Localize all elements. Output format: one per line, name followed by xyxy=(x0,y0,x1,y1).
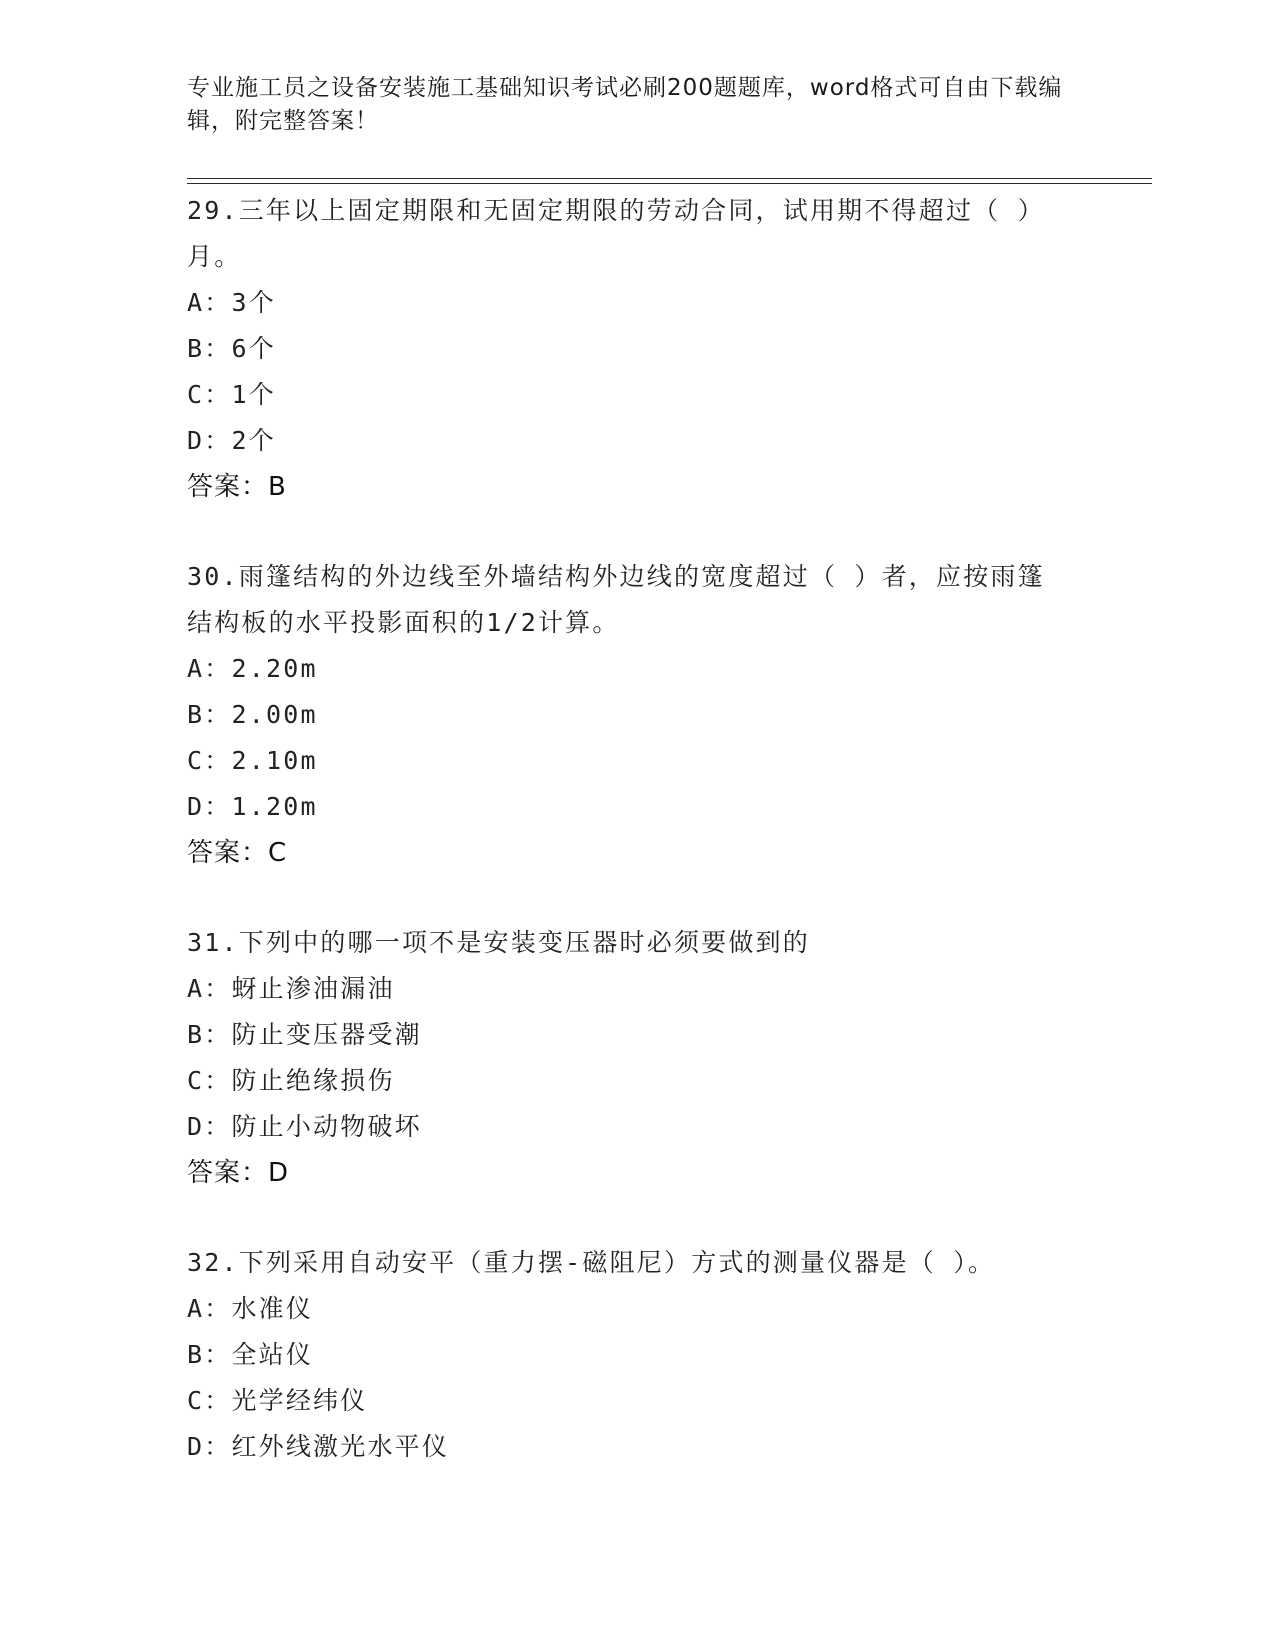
option-b: B：防止变压器受潮 xyxy=(187,1020,422,1049)
question-stem: 30.雨篷结构的外边线至外墙结构外边线的宽度超过（ ）者，应按雨篷结构板的水平投影面积的1/2计算。 xyxy=(187,562,1045,637)
question-30 xyxy=(187,554,1067,876)
header-divider-bottom xyxy=(187,183,1152,184)
option-c: C：1个 xyxy=(187,380,276,409)
option-b: B：6个 xyxy=(187,334,276,363)
option-c: C：2.10m xyxy=(187,746,318,775)
option-d: D：1.20m xyxy=(187,792,318,821)
option-a: A：2.20m xyxy=(187,654,318,683)
question-32 xyxy=(187,1240,1067,1470)
question-31 xyxy=(187,920,1067,1196)
question-stem: 31.下列中的哪一项不是安装变压器时必须要做到的 xyxy=(187,928,810,957)
option-d: D：2个 xyxy=(187,426,276,455)
question-stem: 29.三年以上固定期限和无固定期限的劳动合同，试用期不得超过（ ）月。 xyxy=(187,196,1045,271)
question-29 xyxy=(187,188,1067,510)
document-header: 专业施工员之设备安装施工基础知识考试必刷200题题库，word格式可自由下载编辑，附完整答案！ xyxy=(187,75,1063,134)
option-d: D：红外线激光水平仪 xyxy=(187,1432,450,1461)
answer: 答案：C xyxy=(187,838,288,868)
option-a: A：蚜止渗油漏油 xyxy=(187,974,395,1003)
option-b: B：全站仪 xyxy=(187,1340,314,1369)
answer: 答案：B xyxy=(187,472,287,502)
option-c: C：防止绝缘损伤 xyxy=(187,1066,395,1095)
option-a: A：3个 xyxy=(187,288,276,317)
option-a: A：水准仪 xyxy=(187,1294,314,1323)
question-stem: 32.下列采用自动安平（重力摆-磁阻尼）方式的测量仪器是（ ）。 xyxy=(187,1248,996,1277)
answer: 答案：D xyxy=(187,1158,290,1188)
option-b: B：2.00m xyxy=(187,700,318,729)
header-divider-top xyxy=(187,178,1152,179)
option-d: D：防止小动物破坏 xyxy=(187,1112,422,1141)
option-c: C：光学经纬仪 xyxy=(187,1386,368,1415)
